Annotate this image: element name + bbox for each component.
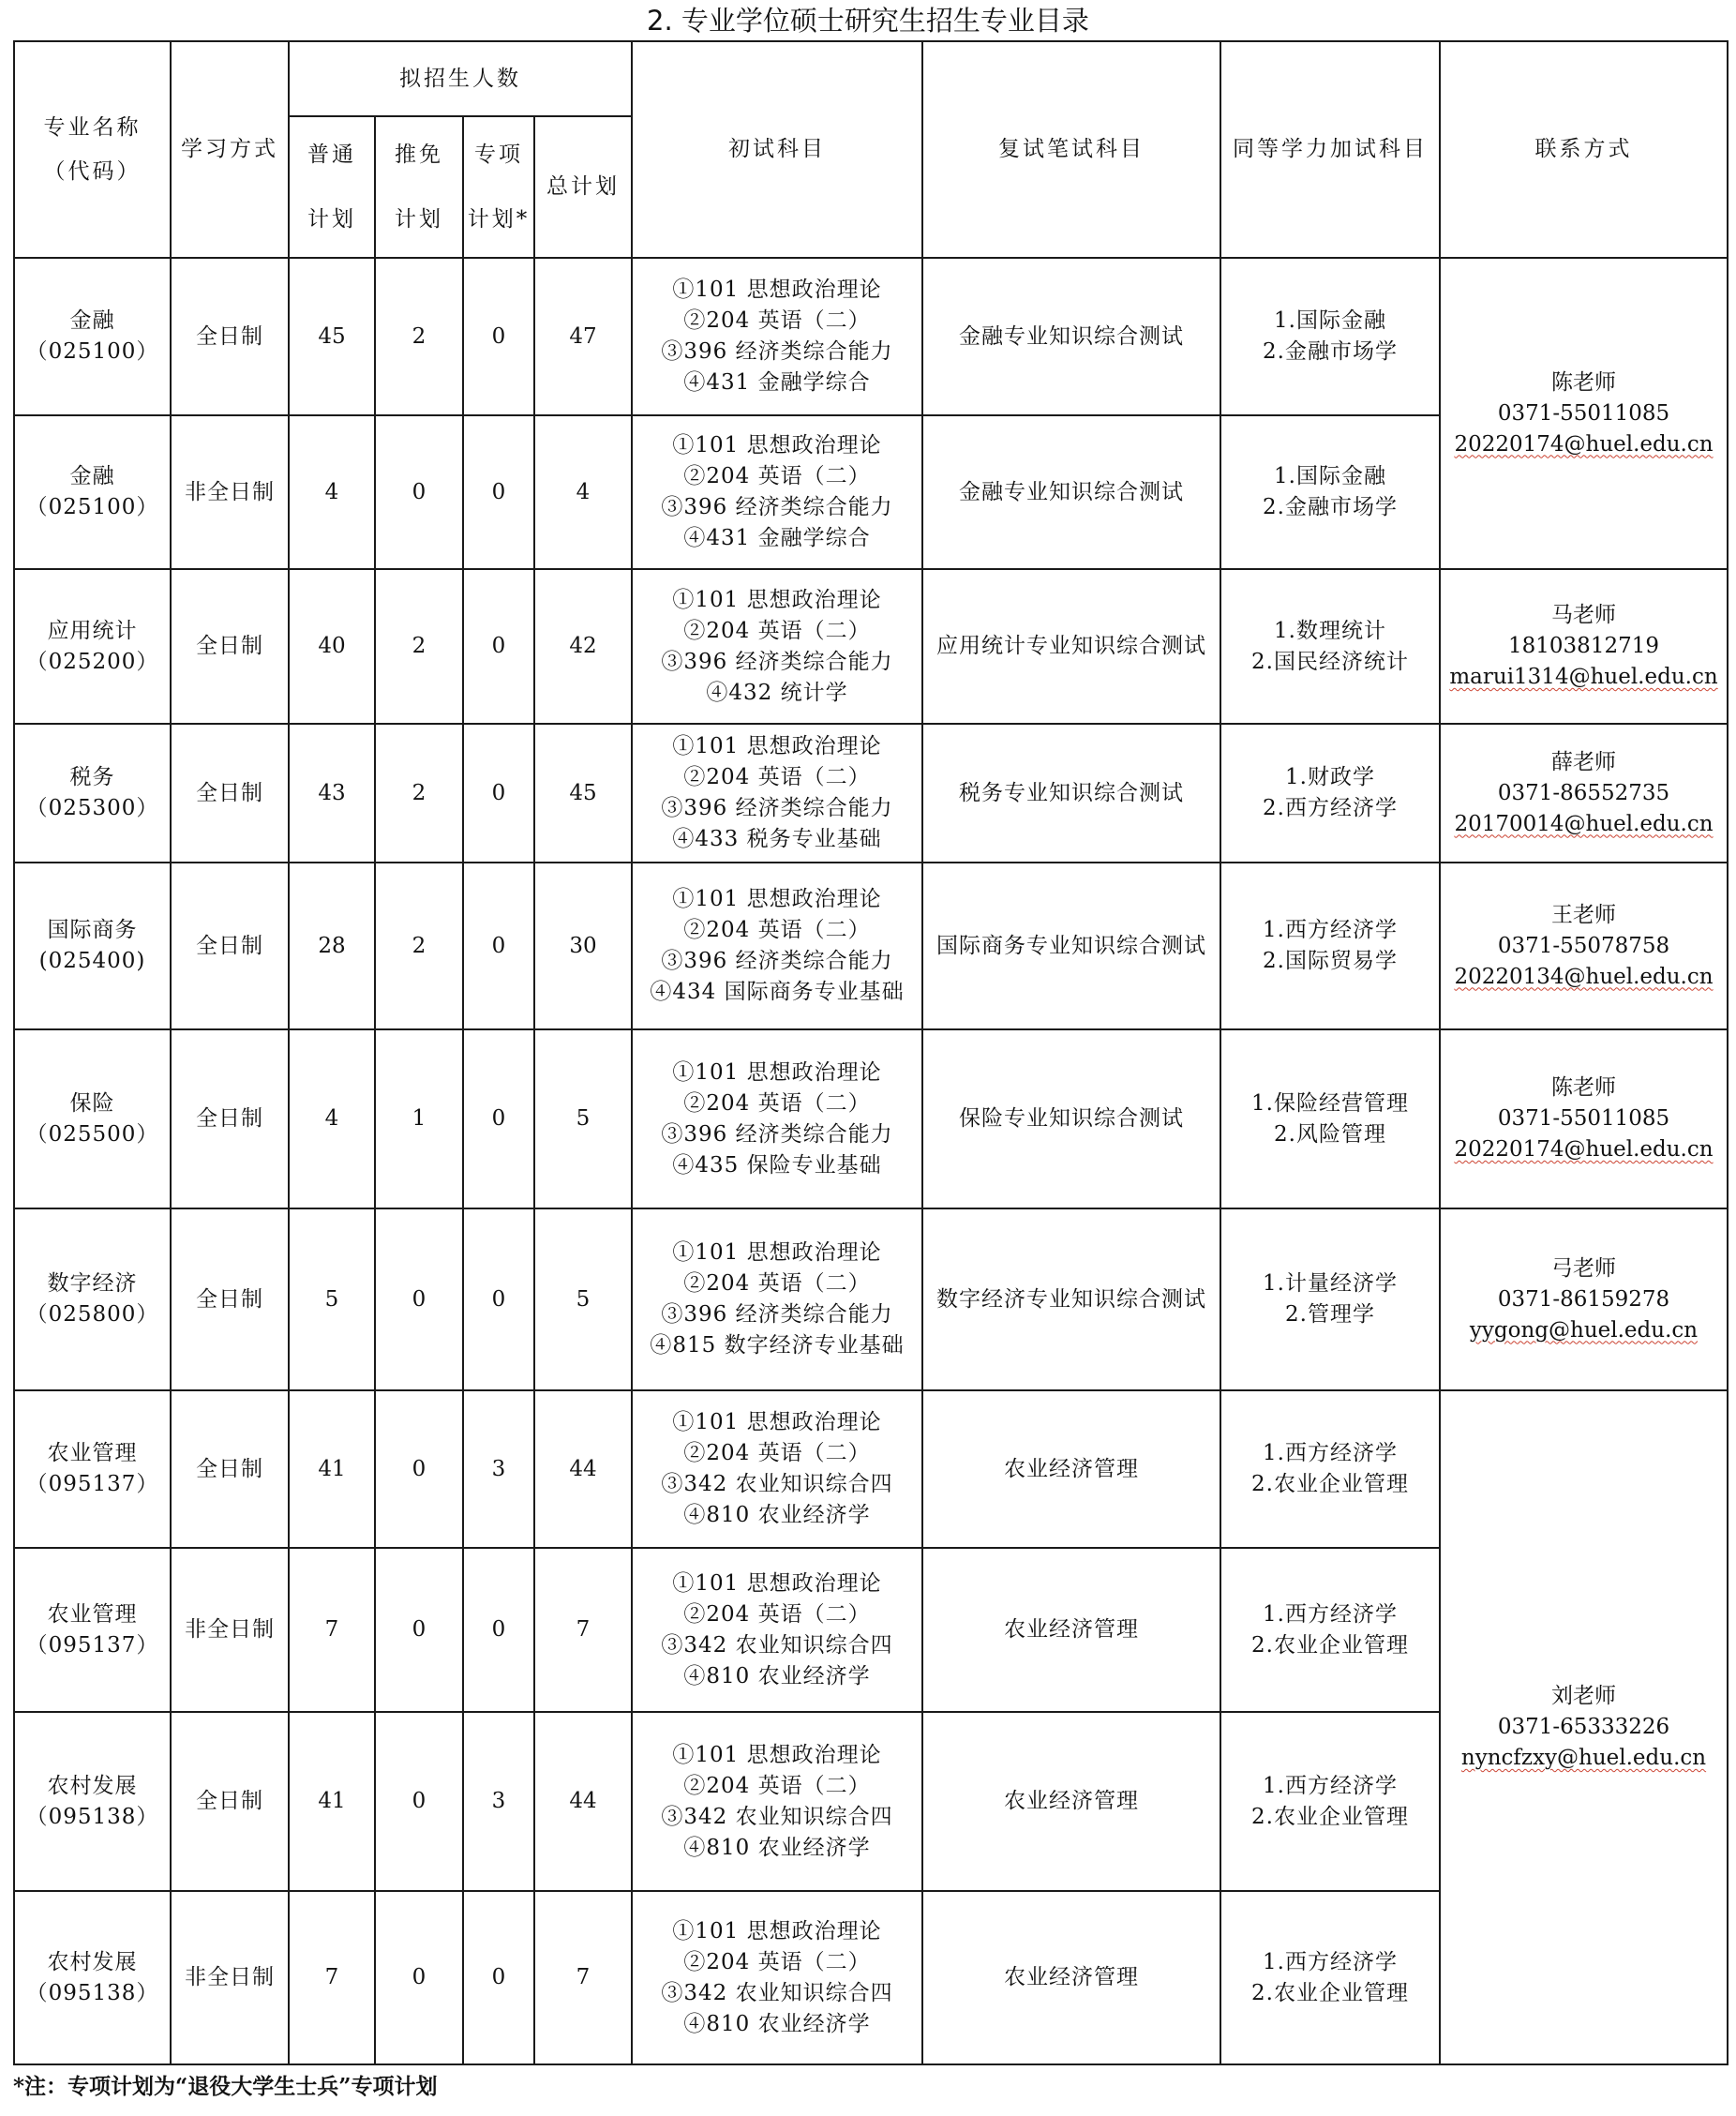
initial-exam-subjects [632, 1029, 922, 1208]
exam-subject: ②204 英语（二） [683, 765, 871, 789]
contact-email-link[interactable]: marui1314@huel.edu.cn [1449, 665, 1718, 689]
major-name-cell [14, 1029, 171, 1208]
equivalent-subject: 2.农业企业管理 [1251, 1980, 1409, 2005]
retest-subject: 农业经济管理 [922, 1712, 1220, 1891]
table-row [14, 1029, 1728, 1208]
equivalent-subject: 2.金融市场学 [1263, 495, 1398, 519]
recommend-plan-value: 2 [375, 863, 463, 1029]
contact-cell [1440, 258, 1728, 569]
equivalent-subject: 2.农业企业管理 [1251, 1472, 1409, 1496]
contact-teacher: 王老师 [1551, 902, 1616, 927]
equivalent-subject: 1.保险经营管理 [1251, 1090, 1409, 1116]
contact-email-link[interactable]: 20220134@huel.edu.cn [1454, 964, 1714, 989]
regular-plan-value: 7 [289, 1891, 375, 2064]
exam-subject: ②204 英语（二） [683, 618, 871, 643]
total-plan-value: 7 [534, 1891, 632, 2064]
equivalent-subject: 1.西方经济学 [1263, 1441, 1398, 1465]
major-code: （025500） [25, 1121, 159, 1147]
equivalent-subject: 2.国际贸易学 [1263, 949, 1398, 973]
exam-subject: ④810 农业经济学 [683, 1663, 871, 1688]
equivalent-subject: 1.西方经济学 [1263, 1949, 1398, 1974]
special-plan-value: 3 [463, 1390, 534, 1548]
equivalent-exam-subjects [1220, 569, 1440, 724]
contact-phone: 0371-86159278 [1497, 1286, 1670, 1312]
table-row [14, 1208, 1728, 1390]
recommend-plan-value: 0 [375, 1548, 463, 1712]
header-regular-line2: 计划 [307, 206, 356, 232]
contact-teacher: 陈老师 [1551, 1075, 1616, 1100]
exam-subject: ③342 农业知识综合四 [661, 1632, 893, 1658]
equivalent-exam-subjects [1220, 724, 1440, 863]
contact-phone: 0371-55011085 [1497, 400, 1670, 426]
exam-subject: ③342 农业知识综合四 [661, 1980, 893, 2005]
retest-subject: 数字经济专业知识综合测试 [922, 1208, 1220, 1390]
contact-cell [1440, 863, 1728, 1029]
exam-subject: ④433 税务专业基础 [672, 827, 882, 851]
exam-subject: ④431 金融学综合 [683, 526, 871, 550]
contact-phone: 0371-55078758 [1497, 933, 1670, 958]
initial-exam-subjects [632, 1712, 922, 1891]
major-code: (025400) [38, 949, 146, 973]
contact-teacher: 马老师 [1551, 603, 1616, 627]
header-special-plan [463, 116, 534, 258]
initial-exam-subjects [632, 415, 922, 569]
contact-email-link[interactable]: 20220174@huel.edu.cn [1454, 431, 1714, 457]
header-major-name [14, 41, 171, 258]
special-plan-value: 0 [463, 1891, 534, 2064]
header-equivalent-exam: 同等学力加试科目 [1220, 41, 1440, 258]
equivalent-subject: 1.西方经济学 [1263, 918, 1398, 942]
special-plan-value: 0 [463, 1029, 534, 1208]
major-code: （025800） [25, 1302, 159, 1327]
equivalent-subject: 2.农业企业管理 [1251, 1632, 1409, 1658]
equivalent-subject: 1.国际金融 [1274, 308, 1386, 333]
major-name: 国际商务 [47, 918, 138, 942]
retest-subject: 应用统计专业知识综合测试 [922, 569, 1220, 724]
header-regular-plan [289, 116, 375, 258]
contact-phone: 0371-55011085 [1497, 1106, 1670, 1131]
equivalent-subject: 2.国民经济统计 [1251, 649, 1409, 674]
contact-cell [1440, 724, 1728, 863]
retest-subject: 金融专业知识综合测试 [922, 258, 1220, 415]
exam-subject: ③396 经济类综合能力 [661, 339, 893, 364]
initial-exam-subjects [632, 1390, 922, 1548]
table-row [14, 258, 1728, 415]
regular-plan-value: 4 [289, 1029, 375, 1208]
study-mode: 全日制 [171, 258, 289, 415]
recommend-plan-value: 2 [375, 258, 463, 415]
exam-subject: ④432 统计学 [706, 680, 848, 705]
contact-teacher: 刘老师 [1551, 1684, 1616, 1708]
major-code: （095137） [25, 1632, 159, 1658]
special-plan-value: 0 [463, 258, 534, 415]
initial-exam-subjects [632, 724, 922, 863]
table-row [14, 724, 1728, 863]
recommend-plan-value: 2 [375, 569, 463, 724]
exam-subject: ①101 思想政治理论 [672, 1742, 882, 1767]
header-recommend-plan [375, 116, 463, 258]
contact-cell [1440, 1390, 1728, 2064]
recommend-plan-value: 0 [375, 415, 463, 569]
exam-subject: ③396 经济类综合能力 [661, 1121, 893, 1147]
equivalent-subject: 1.数理统计 [1274, 618, 1386, 643]
equivalent-subject: 2.西方经济学 [1263, 796, 1398, 820]
recommend-plan-value: 0 [375, 1712, 463, 1891]
initial-exam-subjects [632, 258, 922, 415]
major-name-cell [14, 415, 171, 569]
special-plan-value: 3 [463, 1712, 534, 1891]
study-mode: 全日制 [171, 724, 289, 863]
contact-cell [1440, 1208, 1728, 1390]
major-name-cell [14, 1891, 171, 2064]
table-row [14, 1390, 1728, 1548]
major-code: （025100） [25, 339, 159, 364]
major-name: 农业管理 [47, 1601, 138, 1627]
total-plan-value: 45 [534, 724, 632, 863]
exam-subject: ④815 数字经济专业基础 [650, 1333, 905, 1358]
table-row [14, 569, 1728, 724]
exam-subject: ①101 思想政治理论 [672, 587, 882, 612]
major-code: （025300） [25, 796, 159, 820]
exam-subject: ①101 思想政治理论 [672, 433, 882, 458]
regular-plan-value: 45 [289, 258, 375, 415]
exam-subject: ②204 英语（二） [683, 1949, 871, 1974]
equivalent-subject: 1.计量经济学 [1263, 1271, 1398, 1296]
header-initial-exam: 初试科目 [632, 41, 922, 258]
contact-cell [1440, 1029, 1728, 1208]
regular-plan-value: 4 [289, 415, 375, 569]
major-code: （025100） [25, 495, 159, 519]
major-name: 金融 [69, 308, 115, 333]
exam-subject: ①101 思想政治理论 [672, 1410, 882, 1434]
enrollment-catalog-table [13, 40, 1729, 2065]
header-recommend-line2: 计划 [395, 206, 443, 232]
header-regular-line1: 普通 [307, 142, 356, 167]
total-plan-value: 30 [534, 863, 632, 1029]
exam-subject: ③342 农业知识综合四 [661, 1804, 893, 1829]
retest-subject: 金融专业知识综合测试 [922, 415, 1220, 569]
special-plan-value: 0 [463, 863, 534, 1029]
exam-subject: ③396 经济类综合能力 [661, 1302, 893, 1327]
equivalent-exam-subjects [1220, 1891, 1440, 2064]
regular-plan-value: 40 [289, 569, 375, 724]
major-name-cell [14, 258, 171, 415]
total-plan-value: 47 [534, 258, 632, 415]
major-name: 保险 [69, 1090, 115, 1116]
total-plan-value: 7 [534, 1548, 632, 1712]
page-title: 2. 专业学位硕士研究生招生专业目录 [647, 5, 1089, 37]
header-retest-written: 复试笔试科目 [922, 41, 1220, 258]
recommend-plan-value: 1 [375, 1029, 463, 1208]
equivalent-exam-subjects [1220, 1548, 1440, 1712]
equivalent-subject: 2.金融市场学 [1263, 339, 1398, 364]
contact-phone: 0371-65333226 [1497, 1715, 1670, 1739]
major-code: （095138） [25, 1980, 159, 2005]
regular-plan-value: 41 [289, 1390, 375, 1548]
equivalent-subject: 1.西方经济学 [1263, 1601, 1398, 1627]
exam-subject: ②204 英语（二） [683, 1271, 871, 1296]
major-name: 农业管理 [47, 1441, 138, 1465]
exam-subject: ④810 农业经济学 [683, 1835, 871, 1860]
exam-subject: ①101 思想政治理论 [672, 1918, 882, 1943]
equivalent-exam-subjects [1220, 415, 1440, 569]
exam-subject: ②204 英语（二） [683, 1441, 871, 1465]
study-mode: 全日制 [171, 1390, 289, 1548]
total-plan-value: 5 [534, 1029, 632, 1208]
major-name-cell [14, 863, 171, 1029]
total-plan-value: 42 [534, 569, 632, 724]
total-plan-value: 5 [534, 1208, 632, 1390]
exam-subject: ①101 思想政治理论 [672, 887, 882, 911]
header-major-name-line1: 专业名称 [43, 114, 142, 140]
retest-subject: 农业经济管理 [922, 1548, 1220, 1712]
recommend-plan-value: 0 [375, 1390, 463, 1548]
equivalent-exam-subjects [1220, 863, 1440, 1029]
exam-subject: ④435 保险专业基础 [672, 1152, 882, 1178]
major-name: 农村发展 [47, 1773, 138, 1798]
equivalent-subject: 2.管理学 [1285, 1302, 1375, 1327]
equivalent-exam-subjects [1220, 258, 1440, 415]
regular-plan-value: 43 [289, 724, 375, 863]
major-name: 金融 [69, 464, 115, 488]
equivalent-subject: 1.西方经济学 [1263, 1773, 1398, 1798]
major-name: 数字经济 [47, 1271, 138, 1296]
retest-subject: 税务专业知识综合测试 [922, 724, 1220, 863]
table-row [14, 863, 1728, 1029]
exam-subject: ④810 农业经济学 [683, 1503, 871, 1527]
equivalent-exam-subjects [1220, 1390, 1440, 1548]
special-plan-value: 0 [463, 415, 534, 569]
major-name: 农村发展 [47, 1949, 138, 1974]
total-plan-value: 44 [534, 1390, 632, 1548]
major-name: 应用统计 [47, 618, 138, 643]
exam-subject: ②204 英语（二） [683, 918, 871, 942]
regular-plan-value: 5 [289, 1208, 375, 1390]
exam-subject: ②204 英语（二） [683, 464, 871, 488]
header-study-mode: 学习方式 [171, 41, 289, 258]
exam-subject: ①101 思想政治理论 [672, 1059, 882, 1085]
exam-subject: ①101 思想政治理论 [672, 734, 882, 758]
retest-subject: 保险专业知识综合测试 [922, 1029, 1220, 1208]
major-name: 税务 [69, 765, 115, 789]
exam-subject: ④434 国际商务专业基础 [650, 980, 905, 1004]
initial-exam-subjects [632, 863, 922, 1029]
retest-subject: 农业经济管理 [922, 1891, 1220, 2064]
header-special-line1: 专项 [474, 142, 523, 167]
recommend-plan-value: 0 [375, 1208, 463, 1390]
header-total-plan: 总计划 [534, 116, 632, 258]
contact-phone: 18103812719 [1508, 634, 1659, 658]
exam-subject: ①101 思想政治理论 [672, 1240, 882, 1265]
contact-phone: 0371-86552735 [1497, 780, 1670, 805]
equivalent-subject: 2.风险管理 [1274, 1121, 1386, 1147]
recommend-plan-value: 2 [375, 724, 463, 863]
initial-exam-subjects [632, 1208, 922, 1390]
equivalent-subject: 1.国际金融 [1274, 464, 1386, 488]
recommend-plan-value: 0 [375, 1891, 463, 2064]
special-plan-value: 0 [463, 1208, 534, 1390]
total-plan-value: 4 [534, 415, 632, 569]
exam-subject: ③396 经济类综合能力 [661, 495, 893, 519]
major-name-cell [14, 1712, 171, 1891]
exam-subject: ③396 经济类综合能力 [661, 796, 893, 820]
exam-subject: ①101 思想政治理论 [672, 1570, 882, 1596]
header-recommend-line1: 推免 [395, 142, 443, 167]
exam-subject: ③396 经济类综合能力 [661, 649, 893, 674]
total-plan-value: 44 [534, 1712, 632, 1891]
major-name-cell [14, 1548, 171, 1712]
study-mode: 全日制 [171, 1029, 289, 1208]
contact-teacher: 弓老师 [1551, 1255, 1616, 1281]
initial-exam-subjects [632, 1891, 922, 2064]
exam-subject: ②204 英语（二） [683, 1090, 871, 1116]
major-code: （095137） [25, 1472, 159, 1496]
contact-teacher: 陈老师 [1551, 369, 1616, 395]
major-name-cell [14, 724, 171, 863]
contact-email-link[interactable]: 20220174@huel.edu.cn [1454, 1137, 1714, 1162]
header-special-line2: 计划* [467, 206, 531, 232]
exam-subject: ③396 经济类综合能力 [661, 949, 893, 973]
study-mode: 全日制 [171, 1712, 289, 1891]
major-code: （095138） [25, 1804, 159, 1829]
contact-cell [1440, 569, 1728, 724]
study-mode: 全日制 [171, 863, 289, 1029]
retest-subject: 国际商务专业知识综合测试 [922, 863, 1220, 1029]
contact-email-link[interactable]: yygong@huel.edu.cn [1469, 1317, 1699, 1343]
regular-plan-value: 7 [289, 1548, 375, 1712]
retest-subject: 农业经济管理 [922, 1390, 1220, 1548]
contact-email-link[interactable]: 20170014@huel.edu.cn [1454, 811, 1714, 836]
exam-subject: ②204 英语（二） [683, 308, 871, 333]
special-plan-value: 0 [463, 724, 534, 863]
major-code: （025200） [25, 649, 159, 674]
exam-subject: ④431 金融学综合 [683, 370, 871, 395]
regular-plan-value: 41 [289, 1712, 375, 1891]
header-major-code-line2: （代码） [43, 158, 142, 184]
study-mode: 非全日制 [171, 1548, 289, 1712]
header-planned-enrollment: 拟招生人数 [289, 41, 632, 116]
initial-exam-subjects [632, 569, 922, 724]
exam-subject: ①101 思想政治理论 [672, 278, 882, 302]
exam-subject: ②204 英语（二） [683, 1773, 871, 1798]
special-plan-value: 0 [463, 569, 534, 724]
exam-subject: ③342 农业知识综合四 [661, 1472, 893, 1496]
equivalent-subject: 2.农业企业管理 [1251, 1804, 1409, 1829]
initial-exam-subjects [632, 1548, 922, 1712]
major-name-cell [14, 1390, 171, 1548]
special-plan-value: 0 [463, 1548, 534, 1712]
equivalent-exam-subjects [1220, 1712, 1440, 1891]
regular-plan-value: 28 [289, 863, 375, 1029]
equivalent-subject: 1.财政学 [1285, 765, 1375, 789]
exam-subject: ②204 英语（二） [683, 1601, 871, 1627]
major-name-cell [14, 1208, 171, 1390]
exam-subject: ④810 农业经济学 [683, 2011, 871, 2036]
contact-teacher: 薛老师 [1551, 749, 1616, 774]
footnote: *注：专项计划为“退役大学生士兵”专项计划 [13, 2074, 438, 2099]
study-mode: 非全日制 [171, 1891, 289, 2064]
contact-email-link[interactable]: nyncfzxy@huel.edu.cn [1460, 1746, 1707, 1770]
equivalent-exam-subjects [1220, 1029, 1440, 1208]
study-mode: 全日制 [171, 1208, 289, 1390]
major-name-cell [14, 569, 171, 724]
equivalent-exam-subjects [1220, 1208, 1440, 1390]
header-contact: 联系方式 [1440, 41, 1728, 258]
study-mode: 全日制 [171, 569, 289, 724]
study-mode: 非全日制 [171, 415, 289, 569]
